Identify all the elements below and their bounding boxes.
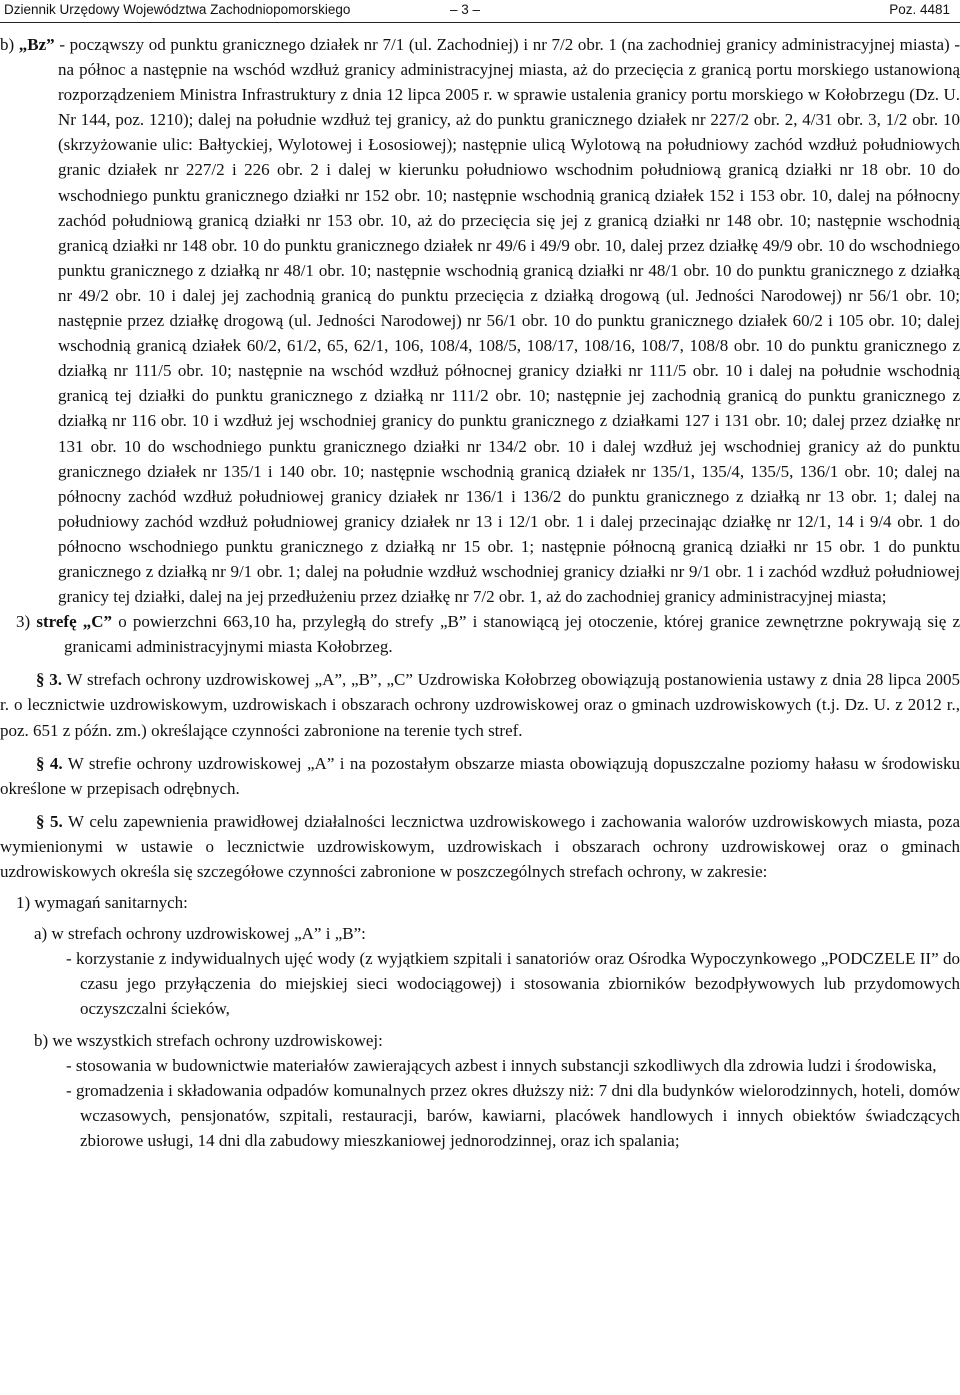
list-item-sanitary: 1) wymagań sanitarnych: xyxy=(16,893,188,913)
dash-item-asbestos: - stosowania w budownictwie materiałów zawierających azbest i innych substancji szkodliwych dla zdrowia ludzi i środowiska, xyxy=(66,1055,937,1075)
page-header xyxy=(0,0,960,23)
zone-c-paragraph xyxy=(0,609,960,659)
section-3 xyxy=(0,667,960,742)
zone-name: strefę „C” xyxy=(36,612,113,632)
paragraph-text: o powierzchni 663,10 ha, przyległą do strefy „B” i stanowiącą jej otoczenie, której granice zewnętrzne pokrywają się z granicami administracyjnymi miasta Kołobrzeg. xyxy=(64,612,960,657)
list-item-b: b) we wszystkich strefach ochrony uzdrowiskowej: xyxy=(34,1030,383,1050)
document-body xyxy=(0,32,960,1153)
item-label: b) xyxy=(0,35,19,54)
list-item-a: a) w strefach ochrony uzdrowiskowej „A” i „B”: xyxy=(34,924,366,944)
position-number: Poz. 4481 xyxy=(889,2,950,17)
dash-item-water: - korzystanie z indywidualnych ujęć wody (z wyjątkiem szpitali i sanatoriów oraz Ośrodka Wypoczynkowego „PODCZELE II” do czasu jego przyłączenia do miejskiej sieci wodociągowej) i stosowania zbiorników bezodpływowych lub przydomowych oczyszczalni ścieków, xyxy=(66,949,960,1019)
page-number: – 3 – xyxy=(450,2,481,17)
paragraph-text: W strefach ochrony uzdrowiskowej „A”, „B”, „C” Uzdrowiska Kołobrzeg obowiązują postanowienia ustawy z dnia 28 lipca 2005 r. o lecznictwie uzdrowiskowym, uzdrowiskach i obszarach ochrony uzdrowiskowej oraz o gminach uzdrowiskowych (t.j. Dz. U. z 2012 r., poz. 651 z późn. zm.) określające czynności zabronione na terenie tych stref. xyxy=(0,670,960,740)
item-label: 3) xyxy=(16,612,37,632)
journal-title: Dziennik Urzędowy Województwa Zachodniopomorskiego xyxy=(4,2,351,17)
section-4 xyxy=(0,751,960,801)
section-5 xyxy=(0,809,960,884)
paragraph-text: W celu zapewnienia prawidłowej działalności lecznictwa uzdrowiskowego i zachowania walorów uzdrowiskowych miasta, poza wymienionymi w ustawie o lecznictwie uzdrowiskowym, uzdrowiskach i obszarach ochrony uzdrowiskowej oraz o gminach uzdrowiskowych określa się szczegółowe czynności zabronione w poszczególnych strefach ochrony, w zakresie: xyxy=(0,811,960,881)
paragraph-text: W strefie ochrony uzdrowiskowej „A” i na pozostałym obszarze miasta obowiązują dopuszczalne poziomy hałasu w środowisku określone w przepisach odrębnych. xyxy=(0,753,960,798)
section-number: § 5. xyxy=(36,811,63,831)
section-number: § 3. xyxy=(36,670,63,690)
paragraph-text: - począwszy od punktu granicznego działek nr 7/1 (ul. Zachodniej) i nr 7/2 obr. 1 (na zachodniej granicy administracyjnej miasta) - na północ a następnie na wschód wzdłuż granicy administracyjnej miasta, aż do przecięcia z granicą portu morskiego ustanowioną rozporządzeniem Ministra Infrastruktury z dnia 12 lipca 2005 r. w sprawie ustalenia granicy portu morskiego w Kołobrzegu (Dz. U. Nr 144, poz. 1210); dalej na południe wzdłuż tej granicy, aż do punktu granicznego działek nr 227/2 obr. 2, 4/31 obr. 3, 1/2 obr. 10 (skrzyżowanie ulic: Bałtyckiej, Wylotowej i Łososiowej); następnie ulicą Wylotową na południowy zachód wzdłuż południowych granic działek nr 227/2 i 226 obr. 2 i dalej w kierunku południowo wschodnim południową granicą działki nr 18 obr. 10 do wschodniego punktu granicznego działki nr 152 obr. 10; następnie wschodnią granicą działek 152 i 153 obr. 10, dalej na północny zachód południową granicą działki nr 153 obr. 10, aż do przecięcia się jej z granicą działki nr 148 obr. 10; następnie wschodnią granicą działki nr 148 obr. 10 do punktu granicznego działek nr 49/6 i 49/9 obr. 10, dalej przez działkę 49/9 obr. 10 do wschodniego punktu granicznego z działką nr 48/1 obr. 10; następnie wschodnią granicą działki nr 48/1 obr. 10 do punktu granicznego z działką nr 49/2 obr. 10 i dalej jej zachodnią granicą do punktu przecięcia z działką drogową (ul. Jedności Narodowej) nr 56/1 obr. 10; następnie przez działkę drogową (ul. Jedności Narodowej) nr 56/1 obr. 10 do punktu granicznego działek 60/2 i 105 obr. 10; dalej wschodnią granicą działek 60/2, 61/2, 65, 62/1, 106, 108/4, 108/5, 108/17, 108/16, 108/7, 108/8 obr. 10 do punktu granicznego z działką nr 111/5 obr. 10; następnie na wschód wzdłuż północnej granicy działki nr 111/5 obr. 10 i dalej na południe wschodnią granicą tej działki do punktu granicznego z działką nr 111/2 obr. 10; następnie jej zachodnią granicą do punktu granicznego z działką nr 116 obr. 10 i wzdłuż jej wschodniej granicy do punktu granicznego z działkami 127 i 131 obr. 10; dalej przez działkę nr 131 obr. 10 do wschodniego punktu granicznego działki nr 134/2 obr. 10 i dalej wzdłuż jej wschodniej granicy aż do punktu granicznego działek nr 135/1 i 140 obr. 10; następnie wschodnią granicą działek nr 135/1, 135/4, 135/5, 136/1 obr. 10; dalej na północny zachód wzdłuż południowej granicy działek nr 136/1 i 136/2 do punktu granicznego z działką nr 13 obr. 1; dalej na południowy zachód wzdłuż południowej granicy działek nr 13 i 12/1 obr. 1 i dalej przecinając działkę nr 12/1, 14 i 9/4 obr. 1 do północno wschodniego punktu granicznego z działką nr 15 obr. 1; następnie północną granicą działki nr 15 obr. 1 do punktu granicznego z działką nr 9/1 obr. 1; dalej na południe wzdłuż wschodniej granicy działki nr 9/1 obr. 1 i zachód wzdłuż południowej granicy tej działki, dalej na jej przedłużeniu przez działkę nr 7/2 obr. 1, aż do zachodniej granicy administracyjnej miasta; xyxy=(54,35,960,607)
zone-bz-paragraph xyxy=(0,32,960,609)
zone-name: „Bz” xyxy=(18,35,55,54)
section-number: § 4. xyxy=(36,753,63,773)
dash-item-waste: - gromadzenia i składowania odpadów komunalnych przez okres dłuższy niż: 7 dni dla budynków wielorodzinnych, hoteli, domów wczasowych, pensjonatów, szpitali, restauracji, barów, kawiarni, placówek handlowych i innych obiektów świadczących zbiorowe usługi, 14 dni dla zabudowy mieszkaniowej jednorodzinnej, oraz ich spalania; xyxy=(66,1080,960,1150)
